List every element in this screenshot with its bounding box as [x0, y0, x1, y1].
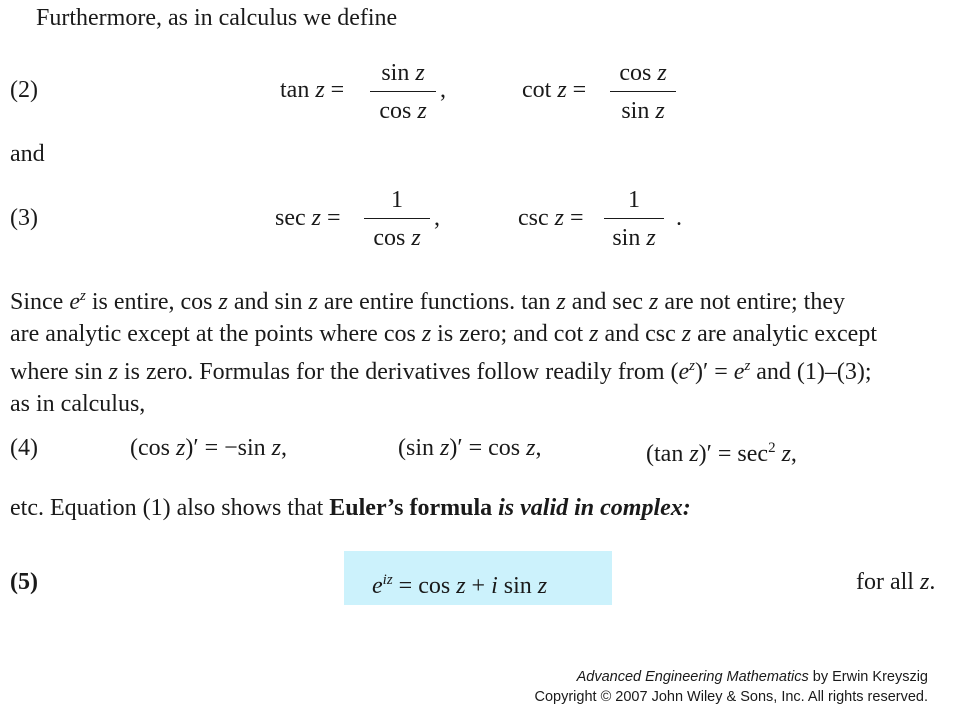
paragraph-line-3: where sin z is zero. Formulas for the derivatives follow readily from $(e^z)' = e^z$ and (1)–(3); [10, 358, 872, 385]
intro-text: Furthermore, as in calculus we define [36, 5, 398, 31]
footer-copyright: Copyright © 2007 John Wiley & Sons, Inc. All rights reserved. [534, 689, 928, 705]
cot-numerator: cos z [619, 60, 667, 86]
derivative-sin: (sin z)′ = cos z, [398, 435, 542, 461]
sec-numerator: 1 [391, 187, 403, 213]
tan-denominator: cos z [379, 98, 427, 124]
sec-fraction [364, 186, 430, 252]
equation-number-2: (2) [10, 77, 38, 103]
footer-citation [577, 668, 928, 687]
paragraph-line-2: are analytic except at the points where cos z is zero; and cot z and csc z are analytic except [10, 321, 877, 347]
derivative-tan: (tan $z)' = \sec^2 z$, [646, 440, 797, 467]
fraction-bar [610, 91, 676, 92]
euler-formula: $e^{iz} = \cos z + i$ sin z [372, 572, 548, 599]
cot-definition-lhs: cot z = [522, 77, 587, 103]
eq3-comma: , [434, 205, 440, 231]
csc-denominator: sin z [612, 225, 656, 251]
equation-number-3: (3) [10, 205, 38, 231]
sec-denominator: cos z [373, 225, 421, 251]
cot-denominator: sin z [621, 98, 665, 124]
eq3-period: . [676, 205, 682, 231]
derivative-cos: (cos z)′ = −sin z, [130, 435, 287, 461]
tan-numerator: sin z [381, 60, 425, 86]
eq2-comma: , [440, 77, 446, 103]
paragraph-line-4: as in calculus, [10, 391, 146, 417]
cot-fraction [610, 59, 676, 125]
euler-formula-condition: for all z. [856, 569, 936, 595]
sec-definition-lhs: sec z = [275, 205, 341, 231]
csc-definition-lhs: csc z = [518, 205, 584, 231]
euler-formula-term: Euler’s formula [329, 495, 493, 521]
fraction-bar [364, 218, 430, 219]
tan-definition-lhs: tan z = [280, 77, 345, 103]
equation-number-5: (5) [10, 569, 38, 595]
footer-book-title: Advanced Engineering Mathematics [576, 669, 809, 685]
euler-sentence-emphasis: is valid in complex: [498, 495, 691, 521]
equation-number-4: (4) [10, 435, 38, 461]
and-text: and [10, 141, 45, 167]
fraction-bar [604, 218, 664, 219]
tan-fraction [370, 59, 436, 125]
csc-numerator: 1 [628, 187, 640, 213]
paragraph-line-1: Since $e^z$ is entire, cos z and sin z are entire functions. tan z and sec z are not entire; they [10, 288, 845, 315]
fraction-bar [370, 91, 436, 92]
paragraph-analyticity [10, 280, 950, 420]
csc-fraction [604, 186, 664, 252]
euler-sentence [10, 494, 691, 522]
euler-sentence-prefix: etc. Equation (1) also shows that [10, 495, 324, 521]
footer-author: by Erwin Kreyszig [812, 669, 928, 685]
